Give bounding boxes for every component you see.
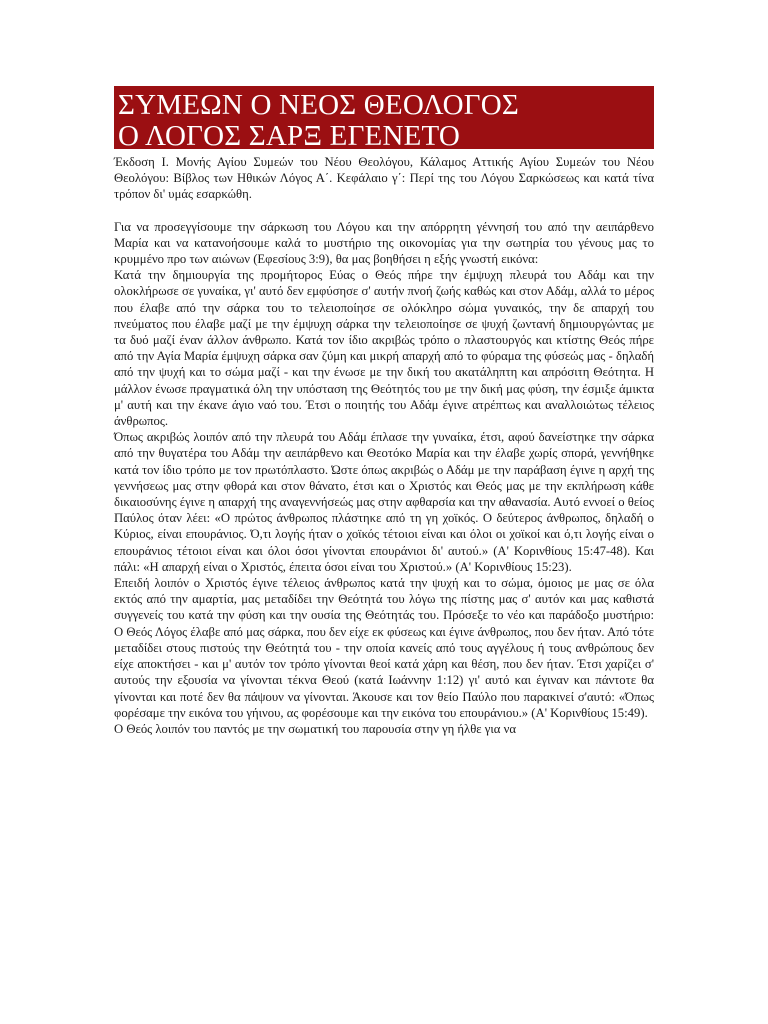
page-title: ΣΥΜΕΩΝ Ο ΝΕΟΣ ΘΕΟΛΟΓΟΣ bbox=[118, 89, 519, 121]
paragraph-1: Για να προσεγγίσουμε την σάρκωση του Λόγου και την απόρρητη γέννησή του από την αειπάρθενο Μαρία και να κατανοήσουμε καλά το μυστήριο της οικονομίας για την σωτηρία του γένους μας το κρυμμένο προ των αιώνων (Εφεσίους 3:9), θα μας βοηθήσει η εξής γνωστή εικόνα: bbox=[114, 219, 654, 267]
source-note: Έκδοση Ι. Μονής Αγίου Συμεών του Νέου Θεολόγου, Κάλαμος Αττικής Αγίου Συμεών του Νέου Θεολόγου: Βίβλος των Ηθικών Λόγος Α΄. Κεφάλαιο γ΄: Περί της του Λόγου Σαρκώσεως και κατά τίνα τρόπον δι' υμάς εσαρκώθη. bbox=[114, 155, 654, 202]
page-subtitle: Ο ΛΟΓΟΣ ΣΑΡΞ ΕΓΕΝΕΤΟ bbox=[118, 120, 461, 152]
paragraph-4: Επειδή λοιπόν ο Χριστός έγινε τέλειος άνθρωπος κατά την ψυχή και το σώμα, όμοιος με μας σε όλα εκτός από την αμαρτία, μας μεταδίδει την Θεότητά του λόγω της πίστης μας σ' αυτόν και μας καθιστά συγγενείς του κατά την φύση και την ουσία της Θεότητάς του. Πρόσεξε το νέο και παράδοξο μυστήριο: Ο Θεός Λόγος έλαβε από μας σάρκα, που δεν είχε εκ φύσεως και έγινε άνθρωπος, που δεν ήταν. Από τότε μεταδίδει στους πιστούς την Θεότητά του - την οποία κανείς από τους αγγέλους ή τους ανθρώπους δεν είχε αποκτήσει - και μ' αυτόν τον τρόπο γίνονται θεοί κατά χάρη και θέση, που δεν ήταν. Έτσι χαρίζει σ' αυτούς την εξουσία να γίνονται τέκνα Θεού (κατά Ιωάννην 1:12) γι' αυτό και έγιναν και πάντοτε θα γίνονται και ποτέ δεν θα πάψουν να γίνονται. Άκουσε και τον θείο Παύλο που παρακινεί σ'αυτό: «Όπως φορέσαμε την εικόνα του γήινου, ας φορέσουμε και την εικόνα του επουράνιου.» (Α' Κορινθίους 15:49). bbox=[114, 576, 654, 720]
paragraph-spacer bbox=[114, 203, 654, 219]
document-body bbox=[114, 154, 654, 737]
title-banner bbox=[114, 86, 654, 152]
paragraph-2: Κατά την δημιουργία της προμήτορος Εύας ο Θεός πήρε την έμψυχη πλευρά του Αδάμ και την ολοκλήρωσε σε γυναίκα, γι' αυτό δεν εμφύσησε σ' αυτήν πνοή ζωής καθώς και στον Αδάμ, αλλά το μέρος που έλαβε από την σάρκα του το τελειοποίησε σε ολόκληρο σώμα γυναικός, την δε απαρχή του πνεύματος που έλαβε μαζί με την έμψυχη σάρκα την τελειοποίησε σε ψυχή ζωντανή δημιουργώντας με τα δυό μαζί έναν άλλον άνθρωπο. Κατά τον ίδιο ακριβώς τρόπο ο πλαστουργός και κτίστης Θεός πήρε από την Αγία Μαρία έμψυχη σάρκα σαν ζύμη και μικρή απαρχή από το φύραμα της φύσεώς μας - δηλαδή από την ψυχή και το σώμα μαζί - και την ένωσε με την δική του ακατάληπτη και απρόσιτη Θεότητα. Η μάλλον ένωσε πραγματικά όλη την υπόσταση της Θεότητός του με την δική μας φύση, την έσμιξε άμικτα μ' αυτή και την έκανε άγιο ναό του. Έτσι ο ποιητής του Αδάμ έγινε ατρέπτως και αναλλοιώτως τέλειος άνθρωπος. bbox=[114, 268, 654, 429]
paragraph-3: Όπως ακριβώς λοιπόν από την πλευρά του Αδάμ έπλασε την γυναίκα, έτσι, αφού δανείστηκε την σάρκα από την θυγατέρα του Αδάμ την αειπάρθενο και Θεοτόκο Μαρία και την έλαβε χωρίς σπορά, γεννήθηκε κατά τον ίδιο τρόπο με τον πρωτόπλαστο. Ώστε όπως ακριβώς ο Αδάμ με την παράβαση έγινε η αρχή της γεννήσεως μας στην φθορά και στον θάνατο, έτσι και ο Χριστός και Θεός μας με την εκπλήρωση κάθε δικαιοσύνης έγινε η απαρχή της αναγεννήσεώς μας στην αφθαρσία και την αθανασία. Αυτό εννοεί ο θείος Παύλος όταν λέει: «Ο πρώτος άνθρωπος πλάστηκε από τη γη χοϊκός. Ο δεύτερος άνθρωπος, δηλαδή ο Κύριος, είναι επουράνιος. Ό,τι λογής ήταν ο χοϊκός τέτοιοι είναι και όλοι οι χοϊκοί και ό,τι λογής είναι ο επουράνιος τέτοιοι είναι και όλοι όσοι γίνονται επουράνιοι δι' αυτού.» (Α' Κορινθίους 15:47-48). Και πάλι: «Η απαρχή είναι ο Χριστός, έπειτα όσοι είναι του Χριστού.» (Α' Κορινθίους 15:23). bbox=[114, 430, 654, 574]
document-page bbox=[114, 86, 654, 737]
paragraph-5: Ο Θεός λοιπόν του παντός με την σωματική του παρουσία στην γη ήλθε για να bbox=[114, 721, 517, 736]
